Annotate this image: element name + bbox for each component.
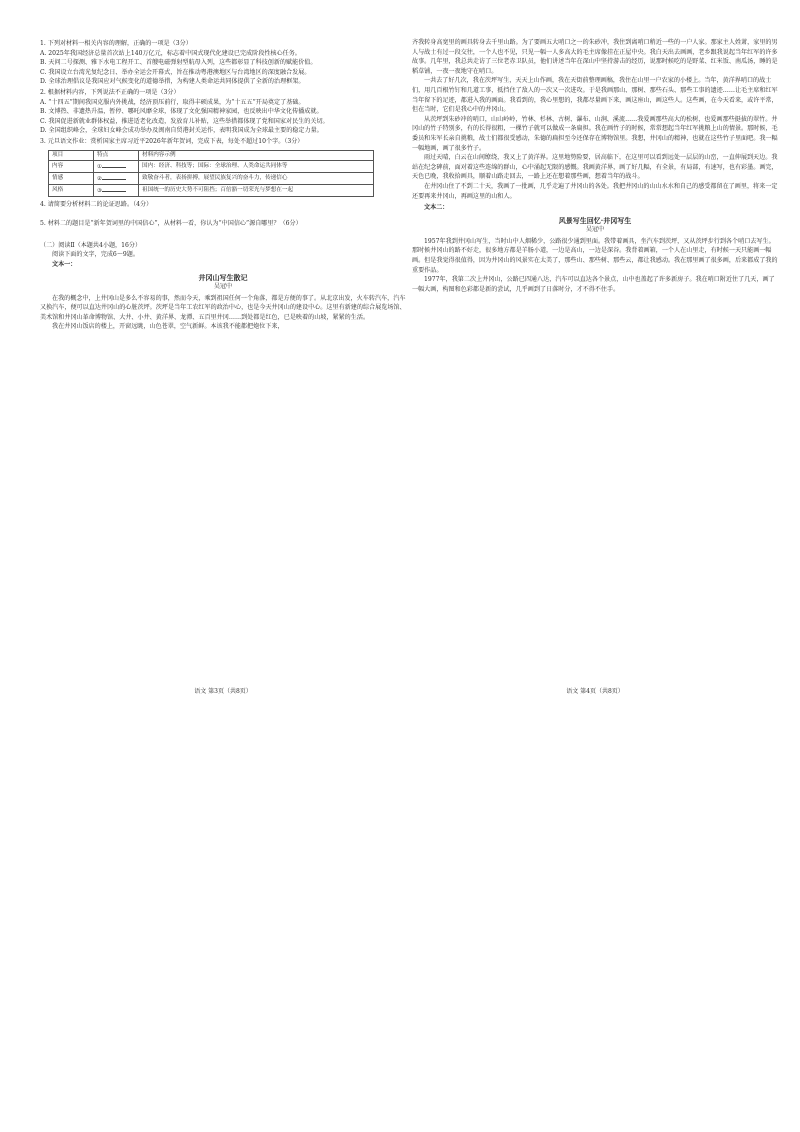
table-row xyxy=(49,184,374,196)
table-cell: 情感 xyxy=(49,172,94,184)
text-one-paragraph: 从茨坪到朱砂冲的哨口，山山岭岭，竹林、杉林、古树、瀑布、山涧、溪流……我爱画那些高大的松树，也爱画那些挺拔的翠竹。井冈山的竹子特别多，有的长得很粗，一棵竹子就可以做成一条扁担。我在画竹子的时候，常常想起当年红军挑粮上山的情景。那时候，毛委员和朱军长亲自挑粮，战士们都很受感动，朱德的扁担至今还保存在博物馆里。我想，井冈山的精神，也就在这些竹子里面吧。我一幅一幅地画，画了很多竹子。 xyxy=(412,115,778,152)
text-one-paragraph: 在我的概念中，上井冈山是多么不容易的事，然而今天，乘到祖国任何一个角落，都是方便的事了。从北京出发，火车转汽车，汽车又换汽车，便可以直达井冈山的心脏茨坪。茨坪是当年工农红军的政治中心，也是今天井冈山的建设中心。这里有新建的综合展览场馆、美术馆和井冈山革命博物馆、大井、小井、黄洋界、龙潭、五百里井冈……到处都是红色，已是映着的山坡，紧紧的生活。 xyxy=(40,294,406,321)
question-3-stem: 3. 元旦语文作业：赏析国家主席习近平2026年新年贺词，完成下表，每处不超过10个字。（3分） xyxy=(40,137,304,145)
text-one-label: 文本一： xyxy=(52,260,77,268)
table-row xyxy=(49,160,374,172)
table-cell: 致敬奋斗者，表扬拼搏，展望民族复兴的奋斗力，传递信心 xyxy=(139,172,374,184)
section-instruction: 阅读下面的文字，完成6～9题。 xyxy=(52,251,139,259)
text-two-title: 风景写生回忆·井冈写生 xyxy=(558,215,632,225)
section-heading: （二）阅读Ⅱ（本题共4小题，16分） xyxy=(40,241,142,249)
answer-marker: ② xyxy=(97,175,103,182)
question-2-option-d: D. 全国组织峰会，全球妇女峰会成功举办及闽南自贸港封关运作，表明我国成为全球最主要的稳定力量。 xyxy=(40,127,323,135)
question-4: 4. 请简要分析材料二的论证思路。（4分） xyxy=(40,200,153,208)
text-two-paragraph: 1957年我到井冈山写生，当时山中人烟稀少，公路很少通到里面。我带着画具，坐汽车到茨坪，又从茨坪步行到各个哨口去写生。那时候井冈山的路不好走，很多地方都是羊肠小道，一边是高山，一边是深谷。我背着画箱，一个人在山里走，有时候一天只能画一幅画。但是我觉得很值得，因为井冈山的风景实在太美了，那些山、那些树、那些云，都让我感动。我在那里画了很多画，后来都成了我的重要作品。 xyxy=(412,237,778,274)
text-one-paragraph: 在井冈山住了不到二十天，我画了一批画，几乎走遍了井冈山的各处。我把井冈山的山山水水和自己的感受都留在了画里，将来一定还要再来井冈山，再画这里的山和人。 xyxy=(412,182,778,200)
table-cell: 国内：经济、科技等；国际：全球治理、人类命运共同体等 xyxy=(139,160,374,172)
question-5: 5. 材料二的题目是“新年贺词里的中国信心”，从材料一看，你认为“中国信心”源自哪里？（6分） xyxy=(40,220,302,228)
text-two-paragraph: 1977年，我第二次上井冈山，公路已四通八达，汽车可以直达各个景点，山中也盖起了许多新房子。我在哨口附近住了几天，画了一幅大画，构图和色彩都是新的尝试，几乎画到了日落时分，才不得不住手。 xyxy=(412,276,775,293)
question-1-option-c: C. 我国设立台湾光复纪念日、举办全运会开幕式，旨在推动粤港澳地区与台湾地区的深度融合发展。 xyxy=(40,68,311,76)
question-2-stem: 2. 根据材料内容，下列说法不正确的一项是（3分） xyxy=(40,88,180,96)
page-footer-left: 语文 第3页（共8页） xyxy=(194,688,252,695)
text-one-paragraph: 齐我转身高宽里的画具转身去千里山路。为了要画五大哨口之一的朱砂冲，我住到离哨口稍近一些的一户人家。那家主人姓萧，家里的男人与战士有过一段交往，一个人也不见，只见一幅一人多高大的毛主席像挂在正屋中央。我白天出去画画，老乡跟我说起当年红军的许多故事。几年里，我总共走访了三位老赤卫队员，他们讲述当年在深山中坚持游击的经历，说那时候吃的是野菜、红米饭、南瓜汤，睡的是稻草铺，一夜一夜地守在哨口。 xyxy=(412,39,778,75)
table-cell: 祖国统一的历史大势不可阻挡；百倍豁一切荣光与梦想在一起 xyxy=(139,184,374,196)
answer-marker: ① xyxy=(97,163,103,170)
text-two-author: 吴冠中 xyxy=(585,226,605,234)
text-one-paragraph: 我在井冈山饭店的楼上，开窗远眺，山色苍翠，空气新鲜。本该我不能都把炮位下来， xyxy=(52,323,284,331)
table-cell xyxy=(94,172,139,184)
question-2-option-b: B. 文博热、非遗热升温，暂停、哪吒风靡全球，体现了文化强国精神家园，也反映出中华文化传播成就。 xyxy=(40,108,323,116)
question-1-option-a: A. 2025年我国经济总量首次站上140万亿元，标志着中国式现代化建设已完成阶段性核心任务。 xyxy=(40,49,301,57)
table-cell xyxy=(94,160,139,172)
table-header-cell: 材料内容示例 xyxy=(139,150,374,160)
text-one-author: 吴冠中 xyxy=(213,283,233,291)
question-2-option-c: C. 我国促进新就业群体权益，推进适老化改造，发放育儿补贴，这些举措都体现了党和国家对民生的关切。 xyxy=(40,117,329,125)
text-one-paragraph: 一共去了好几次，我在茨坪写生，天天上山作画，我在天街前整理画稿，我住在山里一户农家的小楼上。当年，黄洋界哨口的战士们，用几百根竹钉和几道工事，抵挡住了敌人的一次又一次进攻。于是我画那山、那树、那些石头、那些工事的遗迹……让毛主席和红军当年留下的足迹，都进入我的画面。我看到的，我心里想的，我都尽量画下来，画这座山，画这些人。这些画，在今天看来，或许平常，但在当时，它们是我心中的井冈山。 xyxy=(412,77,778,114)
table-cell: 内容 xyxy=(49,160,94,172)
answer-blank xyxy=(102,161,126,168)
question-1-stem: 1. 下列对材料一相关内容的理解，正确的一项是（3分） xyxy=(40,40,192,47)
answer-blank xyxy=(102,185,126,192)
question-3-table xyxy=(48,150,374,197)
right-column xyxy=(412,38,778,294)
table-header-row xyxy=(49,150,374,160)
table-header-cell: 特点 xyxy=(94,150,139,160)
table-row xyxy=(49,172,374,184)
answer-blank xyxy=(102,173,126,180)
left-column xyxy=(40,38,406,332)
question-2-option-a: A. “十四五”期间我国克服内外挑战，经济顶压前行，取得丰硕成果，为“十五五”开局奠定了基础。 xyxy=(40,98,305,106)
table-cell: 风格 xyxy=(49,184,94,196)
question-1-option-b: B. 天问二号探测、雅下水电工程开工、首艘电磁弹射型航母入列，这些都彰显了科技创新的赋能价值。 xyxy=(40,59,317,67)
question-1-option-d: D. 全球治理倡议是我国应对气候变化的道德举措，为构建人类命运共同体提供了全新的治理框架。 xyxy=(40,78,305,86)
table-header-cell: 项目 xyxy=(49,150,94,160)
page-footer-right: 语文 第4页（共8页） xyxy=(566,688,624,695)
answer-marker: ③ xyxy=(97,187,103,194)
text-one-title: 井冈山写生散记 xyxy=(198,272,248,282)
text-two-label: 文本二： xyxy=(424,204,449,212)
table-cell xyxy=(94,184,139,196)
text-one-paragraph: 雨过天晴，白云在山间缭绕，我又上了黄洋界。这里地势险要，居高临下，在这里可以看到远处一层层的山峦，一直伸展到天边。我站在纪念碑前，面对着这些连绵的群山，心中涌起无限的感慨。我画黄洋界，画了好几幅，有全景，有局部，有速写，也有彩墨。画完，天色已晚，我收拾画具，顺着山路走回去，一路上还在想着那些画，想着当年的战斗。 xyxy=(412,154,778,181)
